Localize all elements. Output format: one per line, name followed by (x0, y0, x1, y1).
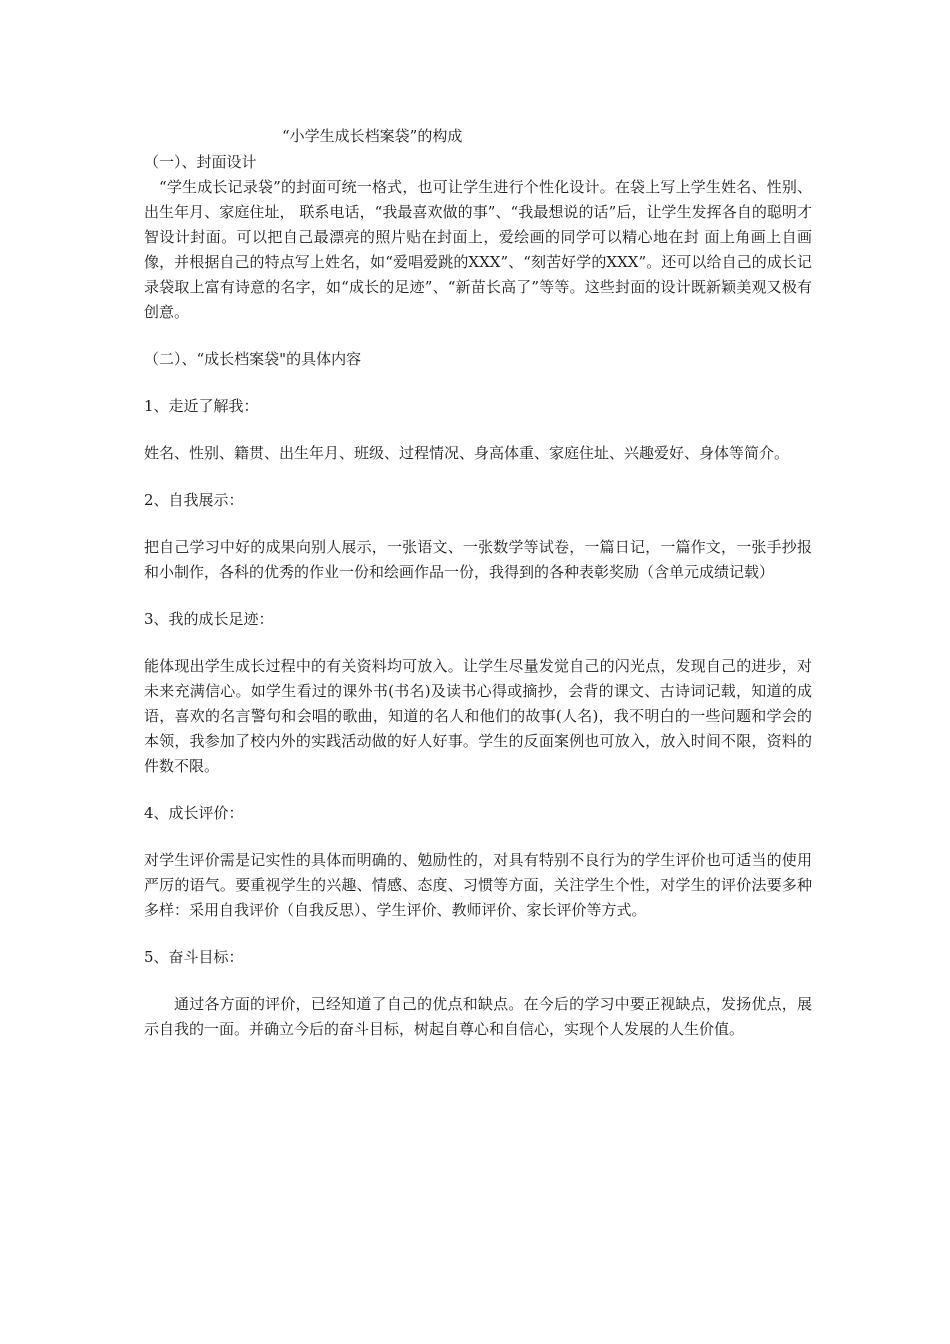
item-2-body: 把自己学习中好的成果向别人展示，一张语文、一张数学等试卷，一篇日记，一篇作文，一张手抄报和小制作，各科的优秀的作业一份和绘画作品一份，我得到的各种表彰奖励（含单元成绩记载） (144, 538, 812, 581)
section-1-heading: （一）、封面设计 (144, 153, 257, 171)
item-3-heading: 3、我的成长足迹： (144, 610, 274, 628)
item-2-heading: 2、自我展示： (144, 491, 244, 509)
document-title: “小学生成长档案袋”的构成 (282, 127, 463, 145)
item-4-body: 对学生评价需是记实性的具体而明确的、勉励性的，对具有特别不良行为的学生评价也可适当的使用严厉的语气。要重视学生的兴趣、情感、态度、习惯等方面，关注学生个性，对学生的评价法要多种多样：采用自我评价（自我反思）、学生评价、教师评价、家长评价等方式。 (144, 851, 812, 919)
item-3-body: 能体现出学生成长过程中的有关资料均可放入。让学生尽量发觉自己的闪光点，发现自己的进步，对未来充满信心。如学生看过的课外书(书名)及读书心得或摘抄，会背的课文、古诗词记载，知道的成语，喜欢的名言警句和会唱的歌曲，知道的名人和他们的故事(人名)，我不明白的一些问题和学会的本领，我参加了校内外的实践活动做的好人好事。学生的反面案例也可放入，放入时间不限，资料的件数不限。 (144, 657, 812, 775)
document-page (144, 122, 812, 1042)
item-5-heading: 5、奋斗目标： (144, 948, 244, 966)
item-1-body: 姓名、性别、籍贯、出生年月、班级、过程情况、身高体重、家庭住址、兴趣爱好、身体等简介。 (144, 444, 790, 462)
item-1-heading: 1、走近了解我： (144, 397, 259, 415)
item-4-heading: 4、成长评价： (144, 804, 244, 822)
section-2-heading: （二）、“成长档案袋"的具体内容 (144, 350, 362, 368)
item-5-body: 通过各方面的评价，已经知道了自己的优点和缺点。在今后的学习中要正视缺点，发扬优点，展示自我的一面。并确立今后的奋斗目标，树起自尊心和自信心，实现个人发展的人生价值。 (144, 995, 812, 1038)
section-1-body: “学生成长记录袋”的封面可统一格式，也可让学生进行个性化设计。在袋上写上学生姓名、性别、出生年月、家庭住址， 联系电话，“我最喜欢做的事”、“我最想说的话”后，让学生发挥各自的聪明才智设计封面。可以把自己最漂亮的照片贴在封面上，爱绘画的同学可以精心地在封 面上角画上自画像，并根据自己的特点写上姓名，如“爱唱爱跳的XXX”、“刻苦好学的XXX”。还可以给自己的成长记录袋取上富有诗意的名字，如“成长的足迹”、“新苗长高了”等等。这些封面的设计既新颖美观又极有创意。 (144, 178, 812, 321)
